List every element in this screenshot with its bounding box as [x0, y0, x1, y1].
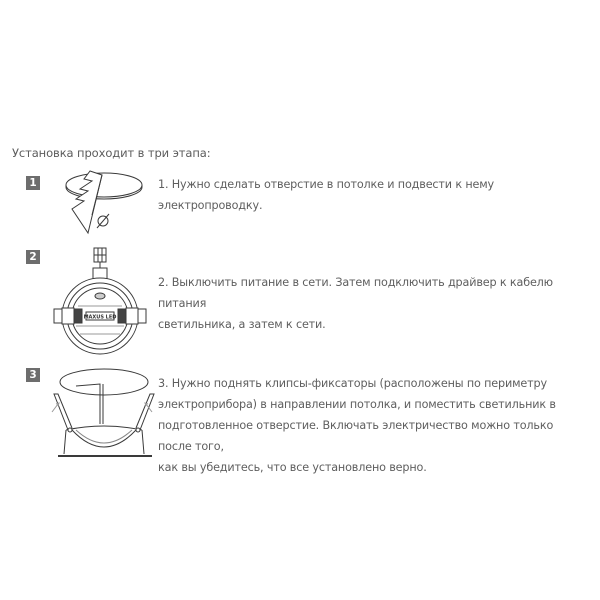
step-2-line: 2. Выключить питание в сети. Затем подключить драйвер к кабелю питания	[158, 276, 553, 310]
step-2-line: светильника, а затем к сети.	[158, 318, 326, 331]
step-3-line: 3. Нужно поднять клипсы-фиксаторы (расположены по периметру	[158, 377, 547, 390]
step-badge-3: 3	[26, 368, 40, 382]
step-3-line: как вы убедитесь, что все установлено верно.	[158, 461, 427, 474]
step-1-line: 1. Нужно сделать отверстие в потолке и подвести к нему электропроводку.	[158, 178, 494, 212]
brand-label: MAXUS LED	[83, 314, 117, 321]
step-1-text	[158, 174, 588, 216]
ceiling-hole-cut-icon	[54, 163, 150, 241]
step-2-text	[158, 272, 588, 335]
driver-connection-icon	[48, 246, 152, 358]
step-3-line: электроприбора) в направлении потолка, и поместить светильник в	[158, 398, 556, 411]
step-3-text	[158, 373, 588, 478]
clip-install-icon	[48, 364, 156, 460]
intro-text: Установка проходит в три этапа:	[12, 146, 211, 160]
step-badge-2: 2	[26, 250, 40, 264]
step-3-line: подготовленное отверстие. Включать электричество можно только после того,	[158, 419, 554, 453]
step-badge-1: 1	[26, 176, 40, 190]
